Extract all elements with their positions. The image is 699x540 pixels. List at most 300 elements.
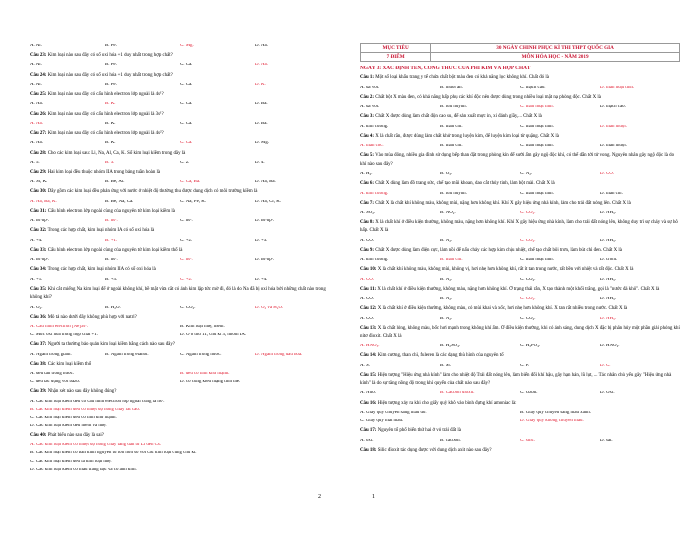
answer-option: D. Các kim loại kiềm có màu trắng bạc và có ánh kim. bbox=[30, 467, 137, 472]
answer-option: C. Ca. bbox=[180, 63, 193, 68]
answer-option: C. Các kim loại kiềm đều có tính khử mạnh. bbox=[30, 415, 117, 420]
answer-option: A. +4. bbox=[30, 238, 43, 243]
question-text: X là chất rắn, được dùng làm chất khử trong luyện kim, để luyện kim loại từ quặng. Chất X là bbox=[375, 133, 559, 139]
question-block bbox=[30, 72, 330, 88]
option-row bbox=[360, 278, 680, 283]
answer-option: D. than muội. bbox=[600, 144, 627, 149]
answer-option: D. NH₃. bbox=[600, 210, 616, 215]
option-row bbox=[360, 211, 680, 216]
answer-option: C. đều tác dụng với bazơ. bbox=[30, 380, 81, 385]
question-block bbox=[360, 447, 680, 455]
question-block bbox=[360, 325, 680, 350]
answer-option: C. Ca. bbox=[180, 82, 193, 87]
answer-option: C. than hoạt tính. bbox=[520, 124, 554, 129]
answer-option: A. đều tan trong nước. bbox=[30, 372, 75, 377]
question-stem bbox=[360, 325, 680, 341]
question-text: Một số loại khẩu trang y tế chứa chất bột màu đen có khả năng lọc không khí. Chất đó là bbox=[375, 75, 549, 81]
answer-option: C. than hoạt tính. bbox=[520, 105, 554, 110]
answer-option: C. Ca. bbox=[180, 141, 193, 146]
question-text: Vào mùa đông, nhiều gia đình sử dụng bếp than đặt trong phòng kín để sưởi ấm gây ngộ độc khí, có thể dẫn tới tử vong. Nguyên nhân gây ngộ độc là do khí nào sau đây? bbox=[360, 153, 675, 167]
answer-option: D. Ba. bbox=[255, 121, 268, 126]
question-text: Kim loại nào sau đây có số oxi hóa +1 duy nhất trong hợp chất? bbox=[47, 72, 173, 78]
question-text: Trong các hợp chất, kim loại nhóm IA có số oxi hóa là bbox=[47, 228, 155, 234]
answer-option: C. CO₂. bbox=[520, 297, 536, 302]
answer-option: B. K. bbox=[105, 121, 116, 126]
option-row bbox=[360, 86, 680, 91]
answer-option: C. CO₂. bbox=[180, 305, 196, 310]
answer-option: C. Mg. bbox=[180, 44, 194, 48]
answer-option: C. than hoạt tính. bbox=[520, 258, 554, 263]
option-row bbox=[30, 306, 330, 311]
question-text: Chất bột X màu đen, có khả năng hấp phụ các khí độc nên được dùng trong nhiều loại mặt nạ phòng độc. Chất X là bbox=[375, 94, 601, 100]
question-block bbox=[360, 400, 680, 424]
question-block bbox=[30, 52, 330, 68]
option-row bbox=[30, 200, 330, 205]
answer-option: B. lưu huỳnh. bbox=[440, 105, 467, 110]
option-row bbox=[30, 83, 330, 88]
question-label: Câu 18: bbox=[360, 447, 377, 453]
option-row bbox=[360, 411, 680, 416]
option-row bbox=[30, 219, 330, 224]
answer-option: A. +1. bbox=[30, 277, 43, 282]
answer-option: A. CO. bbox=[360, 277, 374, 282]
option-row bbox=[30, 325, 330, 330]
answer-option: A. Giấy quỳ chuyển sang màu đỏ. bbox=[360, 410, 427, 415]
question-block bbox=[30, 341, 330, 357]
answer-option: A. than cốc. bbox=[360, 144, 384, 149]
question-stem bbox=[30, 266, 330, 274]
answer-option: D. Ba. bbox=[255, 102, 268, 107]
answer-option: D. NH₃. bbox=[600, 297, 616, 302]
question-text: X là chất khí ở điều kiện thường, không màu, nặng hơn không khí. Khí X gây hiệu ứng nhà kính, làm cho trái đất nóng lên, không duy trì sự cháy và sự hô hấp. Chất X là bbox=[360, 220, 678, 234]
answer-option: B. Ngâm trong etanol. bbox=[105, 352, 149, 357]
answer-option: C. Các kim loại kiềm đều là kim loại nhẹ. bbox=[30, 459, 112, 464]
answer-option: A. Các kim loại kiềm đều có cấu hình electron lớp ngoài cùng là ns¹. bbox=[30, 399, 165, 404]
question-text: X là chất khí không màu, không mùi, không vị, hơi nhẹ hơn không khí, rất ít tan trong nước, rất bền với nhiệt và rất độc. Chất X là bbox=[377, 267, 634, 273]
question-stem bbox=[360, 352, 680, 360]
answer-option: B. cacbon. bbox=[440, 438, 461, 443]
answer-option: D. sắt. bbox=[600, 438, 613, 443]
answer-option: C. Giấy quỳ mất màu. bbox=[360, 419, 404, 424]
question-label: Câu 6: bbox=[360, 181, 374, 187]
question-text: Silic đioxit tác dụng được với dung dịch axit nào sau đây? bbox=[377, 447, 492, 453]
question-text: Kim loại nào sau đây có cấu hình electron lớp ngoài là 4s¹? bbox=[47, 92, 164, 98]
answer-option: A. Cấu hình electron [Ne]3s¹. bbox=[30, 324, 88, 329]
answer-option: D. Ở ô thứ 11, chu kì 3, nhóm IA. bbox=[180, 333, 247, 338]
question-stem bbox=[30, 247, 330, 255]
question-block bbox=[360, 219, 680, 244]
answer-option: D. CO. bbox=[600, 172, 614, 177]
answer-option: B. Cacbon đioxit. bbox=[440, 391, 475, 396]
question-block bbox=[360, 427, 680, 443]
answer-option: D. +4. bbox=[255, 277, 268, 282]
question-label: Câu 13: bbox=[360, 325, 377, 331]
question-block bbox=[360, 247, 680, 263]
answer-option: C. silic. bbox=[520, 438, 536, 443]
question-text: Kim cương, than chì, fuleren là các dạng thù hình của nguyên tố bbox=[377, 353, 504, 359]
answer-option: B. lưu huỳnh. bbox=[440, 191, 467, 196]
question-stem bbox=[30, 432, 330, 440]
answer-option: B. Si. bbox=[440, 363, 452, 368]
question-stem bbox=[30, 388, 330, 396]
answer-option: D. C. bbox=[600, 363, 611, 368]
question-label: Câu 7: bbox=[360, 200, 374, 206]
answer-option: D. ns²np¹. bbox=[255, 219, 275, 224]
question-text: Dãy gồm các kim loại đều phản ứng với nước ở nhiệt độ thường thu được dung dịch có môi trường kiềm là bbox=[47, 189, 258, 195]
question-text: X là chất khí ở điều kiện thường, không màu, có mùi khai và xốc, hơi nhẹ hơn không khí. X tan rất nhiều trong nước. Chất X là bbox=[377, 306, 628, 312]
question-label: Câu 40: bbox=[30, 433, 47, 438]
question-text: Kim loại nào sau đây có số oxi hóa +1 duy nhất trong hợp chất? bbox=[47, 53, 173, 59]
option-row bbox=[360, 125, 680, 130]
answer-option: A. oxi. bbox=[360, 438, 374, 443]
answer-option: A. Ngâm trong giấm. bbox=[30, 352, 72, 357]
option-row bbox=[360, 419, 680, 424]
header-subject-year: MÔN HÓA HỌC - NĂM 2019 bbox=[431, 53, 680, 62]
answer-option: B. H₂O. bbox=[105, 305, 121, 310]
question-block bbox=[30, 111, 330, 127]
question-label: Câu 37: bbox=[30, 342, 47, 348]
answer-option: D. Na, Cr, K. bbox=[255, 199, 282, 204]
answer-option: A. CO. bbox=[360, 316, 374, 321]
header-target-label: MỤC TIÊU bbox=[361, 44, 431, 53]
question-text: Nguyên tố phổ biến thứ hai ở vỏ trái đất là bbox=[377, 428, 461, 434]
question-stem bbox=[30, 188, 330, 196]
answer-option: D. Các kim loại kiềm đều mềm và nhẹ. bbox=[30, 423, 107, 428]
question-label: Câu 27: bbox=[30, 131, 47, 137]
left-page-number: 2 bbox=[318, 494, 321, 500]
course-header-table bbox=[360, 43, 680, 62]
answer-option: D. than chì. bbox=[600, 191, 623, 196]
answer-option: A. đá vôi. bbox=[360, 85, 380, 90]
question-label: Câu 35: bbox=[30, 286, 47, 292]
answer-option: D. có cùng kiểu mạng tinh thể. bbox=[180, 380, 241, 385]
question-block bbox=[360, 305, 680, 321]
question-text: Hai kim loại đều thuộc nhóm IIA trong bảng tuần hoàn là bbox=[47, 170, 161, 175]
question-block bbox=[360, 180, 680, 196]
option-row bbox=[30, 141, 330, 146]
answer-option: B. Các kim loại kiềm có bán kính nguyên tử lớn hơn so với các kim loại cùng chu kì. bbox=[30, 451, 197, 456]
answer-option: C. ns². bbox=[180, 258, 193, 263]
answer-option: D. Oxi. bbox=[600, 391, 615, 396]
question-text: Chất X được dùng làm chất độn cao su, để sản xuất mực in, xi đánh giầy,... Chất X là bbox=[375, 114, 542, 120]
answer-option: B. than chì. bbox=[440, 124, 463, 129]
question-block bbox=[30, 286, 330, 311]
answer-option: A. Các kim loại kiềm có nhiệt độ nóng chảy tăng dần từ Li đến Cs. bbox=[30, 443, 162, 448]
question-label: Câu 10: bbox=[360, 267, 377, 273]
option-row bbox=[30, 258, 330, 263]
question-block bbox=[360, 152, 680, 177]
question-text: X là chất lỏng, không màu, bốc hơi mạnh trong không khí ẩm. Ở điều kiện thường, khi có ánh sáng, dung dịch X đặc bị phân hủy một phần giải phóng khí nitơ đioxit. Chất X là bbox=[360, 325, 680, 339]
option-row bbox=[30, 353, 330, 358]
question-stem bbox=[30, 341, 330, 349]
option-row bbox=[30, 161, 330, 166]
answer-option: C. H₃PO₄. bbox=[520, 344, 541, 349]
answer-option: B. Be, Na, Ca. bbox=[105, 199, 134, 204]
option-row bbox=[30, 278, 330, 283]
answer-option: A. kim cương. bbox=[360, 258, 389, 263]
question-stem bbox=[360, 74, 680, 82]
option-row bbox=[360, 258, 680, 263]
question-block bbox=[30, 227, 330, 243]
question-label: Câu 15: bbox=[360, 372, 377, 378]
answer-option: A. H₂. bbox=[360, 172, 373, 177]
question-label: Câu 36: bbox=[30, 314, 47, 320]
answer-option: A. CO. bbox=[360, 238, 374, 243]
question-text: Kim loại nào sau đây có cấu hình electron lớp ngoài là 3s¹? bbox=[47, 111, 164, 117]
option-row bbox=[360, 439, 680, 444]
question-text: Cho các kim loại sau: Li, Na, Al, Ca, K. Số kim loại kiềm trong dãy là bbox=[47, 150, 186, 156]
option-row bbox=[360, 344, 680, 349]
question-block bbox=[360, 94, 680, 110]
question-text: Mô tả nào dưới đây không phù hợp với natri? bbox=[47, 314, 137, 320]
question-stem bbox=[360, 427, 680, 435]
answer-option: B. đều có tính khử mạnh. bbox=[180, 372, 230, 377]
question-block bbox=[360, 266, 680, 282]
answer-option: D. +3. bbox=[255, 238, 268, 243]
right-page-column bbox=[360, 66, 680, 455]
answer-option: A. ns¹np¹. bbox=[30, 258, 50, 263]
question-stem bbox=[360, 247, 680, 255]
question-label: Câu 26: bbox=[30, 111, 47, 117]
answer-option: A. Na. bbox=[30, 102, 43, 107]
answer-option: B. muối ăn. bbox=[440, 85, 463, 90]
option-row bbox=[360, 297, 680, 302]
answer-option: B. +1. bbox=[105, 238, 118, 243]
answer-option: B. 3. bbox=[105, 160, 115, 165]
answer-option: C. Ca. bbox=[180, 102, 193, 107]
answer-option: C. Ozon. bbox=[520, 391, 538, 396]
answer-option: D. HNO₂. bbox=[600, 344, 620, 349]
question-text: Chất X dùng làm đồ trang sức, chế tạo mũi khoan, dao cắt thủy tinh, làm bột mài. Chất X là bbox=[375, 181, 555, 187]
question-label: Câu 32: bbox=[30, 228, 47, 234]
answer-option: A. ns¹np¹. bbox=[30, 219, 50, 224]
answer-option: D. Mg. bbox=[255, 141, 269, 146]
question-label: Câu 9: bbox=[360, 247, 374, 253]
answer-option: C. 2. bbox=[180, 160, 190, 165]
answer-option: B. K. bbox=[105, 102, 116, 107]
question-label: Câu 12: bbox=[360, 306, 377, 312]
answer-option: A. đá vôi. bbox=[360, 105, 380, 110]
question-stem bbox=[360, 447, 680, 455]
question-stem bbox=[360, 400, 680, 408]
question-text: Hiện tượng "Hiệu ứng nhà kính" làm cho nhiệt độ Trái đất nóng lên, làm biến đổi khí hậu, gây hạn hán, lũ lụt, ... Tác nhân chủ yếu gây "Hiệu ứng nhà kính" là do sự tăng nồng độ trong khí quyển của chất nào sau đây? bbox=[360, 372, 672, 387]
option-row bbox=[360, 317, 680, 322]
answer-option: A. kim cương. bbox=[360, 124, 389, 129]
answer-option: B. +3. bbox=[105, 277, 118, 282]
option-row bbox=[30, 239, 330, 244]
answer-option: A. S. bbox=[360, 363, 370, 368]
question-stem bbox=[360, 286, 680, 294]
answer-option: B. ns¹. bbox=[105, 219, 118, 224]
answer-option: B. Fe. bbox=[105, 63, 117, 68]
question-label: Câu 2: bbox=[360, 94, 374, 100]
question-block bbox=[30, 208, 330, 224]
answer-option: D. Na. bbox=[255, 44, 268, 48]
answer-option: B. K. bbox=[105, 141, 116, 146]
answer-option: B. Fe. bbox=[105, 82, 117, 87]
answer-option: D. O₂ và H₂O. bbox=[255, 305, 284, 310]
question-block bbox=[30, 150, 330, 166]
answer-option: B. Kim loại nhẹ, mềm. bbox=[180, 324, 225, 329]
answer-option: D. NH₃. bbox=[600, 238, 616, 243]
question-block bbox=[360, 372, 680, 397]
answer-option: D. than muội. bbox=[600, 124, 627, 129]
answer-option: A. SO₂. bbox=[360, 210, 376, 215]
answer-option: D. NH₃. bbox=[600, 277, 616, 282]
question-label: Câu 28: bbox=[30, 150, 47, 156]
option-row bbox=[30, 122, 330, 127]
option-row bbox=[30, 102, 330, 107]
answer-option: C. Ca. bbox=[180, 121, 193, 126]
answer-option: D. ns²np¹. bbox=[255, 258, 275, 263]
answer-option: A. Al. bbox=[30, 82, 42, 87]
option-row bbox=[30, 63, 330, 68]
question-text: Hiện tượng xảy ra khi cho giấy quỳ khô vào bình đựng khí amoniac là: bbox=[377, 400, 517, 406]
answer-option: C. +2. bbox=[180, 277, 193, 282]
answer-option: C. CO₂. bbox=[520, 277, 536, 282]
question-block bbox=[30, 169, 330, 185]
question-stem bbox=[30, 286, 330, 302]
answer-option: D. thạch cao. bbox=[600, 105, 626, 110]
answer-option: B. than chì. bbox=[440, 258, 463, 263]
answer-option: D. K. bbox=[255, 82, 266, 87]
question-label: Câu 5: bbox=[360, 153, 374, 159]
question-text: Cấu hình electron lớp ngoài cùng của nguyên tử kim loại kiềm thổ là bbox=[47, 247, 183, 253]
question-label: Câu 31: bbox=[30, 208, 47, 214]
question-block bbox=[30, 91, 330, 107]
question-stem bbox=[30, 208, 330, 216]
question-label: Câu 30: bbox=[30, 189, 47, 195]
answer-option: A. Al. bbox=[30, 63, 42, 68]
question-stem bbox=[360, 113, 680, 121]
question-stem bbox=[30, 227, 330, 235]
question-label: Câu 38: bbox=[30, 361, 47, 367]
question-text: Người ta thường bảo quản kim loại kiềm bằng cách nào sau đây? bbox=[47, 342, 175, 348]
answer-option: B. N₂. bbox=[440, 316, 453, 321]
answer-option: C. CO₂. bbox=[520, 316, 536, 321]
option-row bbox=[360, 105, 680, 110]
question-stem bbox=[360, 266, 680, 274]
question-stem bbox=[30, 130, 330, 138]
question-text: Kim loại nào sau đây có cấu hình electron lớp ngoài là 4s²? bbox=[47, 131, 164, 137]
question-block bbox=[360, 286, 680, 302]
answer-option: A. Na. bbox=[30, 121, 43, 126]
answer-option: B. H₂SO₄. bbox=[440, 344, 461, 349]
question-stem bbox=[360, 200, 680, 208]
question-text: Chất X được dùng làm điện cực, làm nồi để nấu chảy các hợp kim chịu nhiệt, chế tạo chất bôi trơn, làm bút chì đen. Chất X là bbox=[375, 247, 622, 253]
question-stem bbox=[360, 94, 680, 102]
header-target-score: 7 ĐIỂM bbox=[361, 53, 431, 62]
question-text: Phát biểu nào sau đây là sai? bbox=[47, 433, 104, 438]
answer-option: B. than chì. bbox=[440, 144, 463, 149]
option-row bbox=[360, 239, 680, 244]
question-stem bbox=[360, 305, 680, 313]
question-block bbox=[30, 130, 330, 146]
answer-option: B. N₂. bbox=[440, 277, 453, 282]
question-label: Câu 4: bbox=[360, 133, 374, 139]
answer-option: B. Các kim loại kiềm đều có nhiệt độ nóng chảy rất cao. bbox=[30, 407, 141, 412]
question-text: X là chất khí ở điều kiện thường, không màu, nặng hơn không khí. Ở trạng thái rắn, X tạo thành một khối trắng, gọi là "nước đá khô". Chất X là bbox=[377, 286, 660, 292]
option-row bbox=[360, 192, 680, 197]
question-block bbox=[360, 352, 680, 368]
question-stem bbox=[30, 314, 330, 322]
answer-option: C. CO₂. bbox=[520, 238, 536, 243]
option-row bbox=[30, 44, 330, 49]
answer-option: B. NO₂. bbox=[440, 210, 456, 215]
question-text: Cấu hình electron lớp ngoài cùng của nguyên tử kim loại kiềm là bbox=[47, 208, 175, 214]
answer-option: C. +2. bbox=[180, 238, 193, 243]
question-block bbox=[30, 361, 330, 385]
answer-option: B. N₂. bbox=[440, 238, 453, 243]
option-row bbox=[30, 372, 330, 377]
answer-option: D. Giấy quỳ không chuyển màu. bbox=[520, 419, 584, 424]
answer-option: C. Ngâm trong nước. bbox=[180, 352, 222, 357]
answer-option: C. Ca, Ba. bbox=[180, 180, 201, 185]
answer-option: A. O₂. bbox=[30, 305, 43, 310]
question-text: Nhận xét nào sau đây không đúng? bbox=[47, 389, 117, 395]
answer-option: C. N₂. bbox=[520, 172, 533, 177]
question-label: Câu 33: bbox=[30, 247, 47, 253]
question-stem bbox=[30, 72, 330, 80]
option-row bbox=[360, 391, 680, 396]
question-label: Câu 25: bbox=[30, 92, 47, 98]
question-label: Câu 17: bbox=[360, 428, 377, 434]
question-label: Câu 24: bbox=[30, 72, 47, 78]
answer-option: C. Mức oxi hóa trong hợp chất +1. bbox=[30, 333, 98, 338]
answer-option: B. O₃. bbox=[440, 172, 453, 177]
question-block bbox=[30, 188, 330, 204]
option-row bbox=[30, 333, 330, 338]
option-row bbox=[360, 172, 680, 177]
option-row bbox=[30, 380, 330, 385]
question-label: Câu 14: bbox=[360, 353, 377, 359]
question-stem bbox=[360, 133, 680, 141]
answer-option: D. than hoạt tính. bbox=[600, 85, 635, 90]
answer-option: A. CO. bbox=[360, 297, 374, 302]
answer-option: C. thạch cao. bbox=[520, 85, 546, 90]
question-stem bbox=[30, 91, 330, 99]
question-label: Câu 1: bbox=[360, 75, 374, 81]
answer-option: C. than hoạt tính. bbox=[520, 191, 554, 196]
question-block bbox=[360, 200, 680, 216]
answer-option: B. ns¹. bbox=[105, 258, 118, 263]
option-row bbox=[30, 180, 330, 185]
question-label: Câu 16: bbox=[360, 400, 377, 406]
question-text: Khi cắt miếng Na kim loại để ở ngoài không khí, bề mặt vừa cắt có ánh kim lập tức mờ đi, đó là do Na đã bị oxi hóa bởi những chất nào trong không khí? bbox=[30, 286, 326, 301]
answer-option: D. NH₃. bbox=[600, 316, 616, 321]
answer-option: B. N₂. bbox=[440, 297, 453, 302]
question-label: Câu 23: bbox=[30, 53, 47, 59]
question-stem bbox=[360, 219, 680, 235]
answer-option: A. HNO₃. bbox=[360, 344, 380, 349]
header-program-title: 30 NGÀY CHINH PHỤC KÌ THI THPT QUỐC GIA bbox=[431, 44, 680, 53]
answer-option: C. ns². bbox=[180, 219, 193, 224]
option-row bbox=[360, 364, 680, 369]
question-block bbox=[30, 266, 330, 282]
answer-option: D. crom. bbox=[600, 258, 618, 263]
left-page-column bbox=[30, 44, 330, 473]
answer-option: A. 5. bbox=[30, 160, 40, 165]
question-label: Câu 11: bbox=[360, 286, 377, 292]
right-page-number: 1 bbox=[372, 494, 375, 500]
question-block bbox=[30, 314, 330, 338]
answer-option: C. P. bbox=[520, 363, 530, 368]
answer-option: D. Ngâm trong dầu hỏa. bbox=[255, 352, 303, 357]
question-text: Chất X là chất khí không màu, không mùi, nặng hơn không khí. Khí X gây hiệu ứng nhà kính, làm cho trái đất nóng lên. Chất X là bbox=[375, 200, 631, 206]
question-stem bbox=[360, 180, 680, 188]
question-stem bbox=[30, 52, 330, 60]
question-label: Câu 8: bbox=[360, 220, 374, 226]
